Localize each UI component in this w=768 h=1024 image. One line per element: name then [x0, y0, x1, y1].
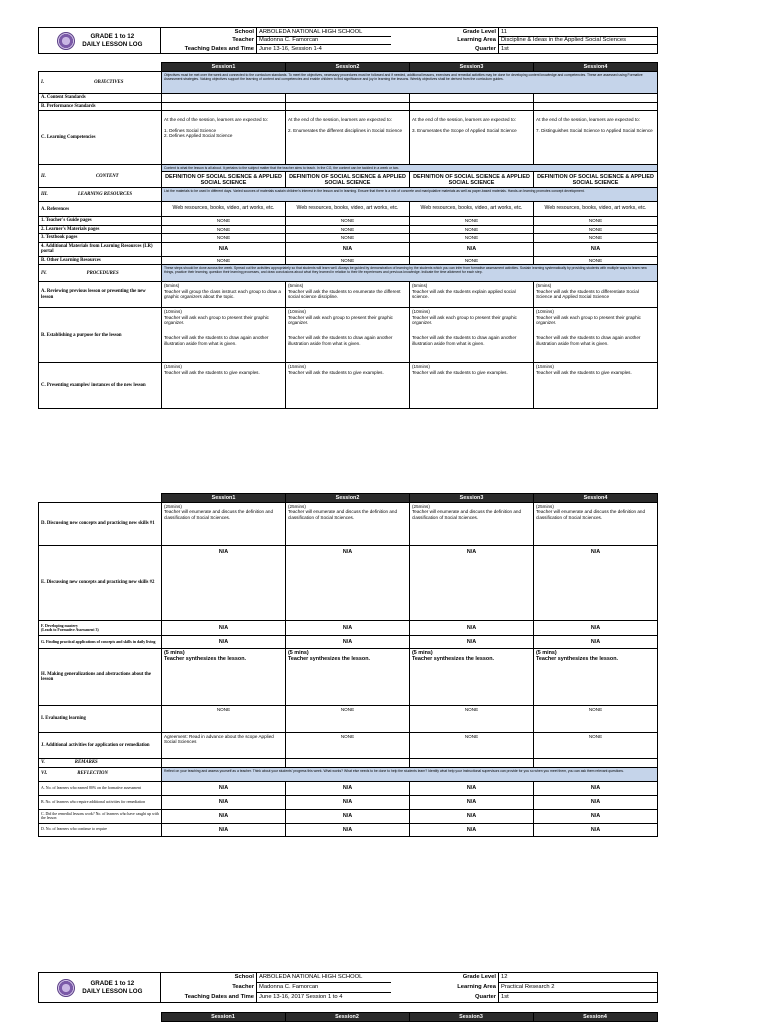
competency-s1: At the end of the session, learners are expected to: 1. Defines Social Science 2. Defines Applied Social Science — [162, 111, 286, 165]
other-resources-label: B. Other Learning Resources — [39, 256, 162, 265]
school-value-2: ARBOLEDA NATIONAL HIGH SCHOOL — [257, 973, 391, 983]
guide-s3: NONE — [410, 217, 534, 226]
materials-s1: NONE — [162, 225, 286, 234]
log-title-line2: DAILY LESSON LOG — [82, 40, 143, 48]
ref-c-s4: N/A — [534, 809, 658, 823]
evaluating-s3: NONE — [410, 706, 534, 733]
ref-a-s1: N/A — [162, 781, 286, 795]
ref-b-s3: N/A — [410, 795, 534, 809]
grade-label-2: Grade Level — [462, 974, 496, 981]
area-value: Discipline & Ideas in the Applied Social Sciences — [499, 36, 658, 45]
other-s2: NONE — [286, 256, 410, 265]
school-seal — [39, 28, 161, 54]
generalizations-s2: (5 mins) Teacher synthesizes the lesson. — [286, 649, 410, 706]
quarter-label: Quarter — [475, 45, 496, 52]
area-value-2: Practical Research 2 — [499, 983, 658, 993]
school-value: ARBOLEDA NATIONAL HIGH SCHOOL — [257, 28, 391, 37]
mastery-s4: N/A — [534, 621, 658, 636]
deped-seal-icon — [57, 32, 75, 50]
discuss1-s1: (25mins) Teacher will enumerate and discuss the definition and classification of Social Sciences. — [162, 503, 286, 546]
discuss1-s4: (25mins) Teacher will enumerate and discuss the definition and classification of Social Sciences. — [534, 503, 658, 546]
ref-b-s2: N/A — [286, 795, 410, 809]
guide-s1: NONE — [162, 217, 286, 226]
examples-label: C. Presenting examples/ instances of the new lesson — [39, 363, 162, 409]
remarks-heading: V. REMARKS — [39, 759, 162, 768]
grade-label: Grade Level — [462, 28, 496, 35]
review-s2: (5mins) Teacher will ask the students to enumerate the different social science discipline. — [286, 282, 410, 308]
evaluating-label: I. Evaluating learning — [39, 706, 162, 733]
discuss2-s1: N/A — [162, 546, 286, 621]
discuss2-s4: N/A — [534, 546, 658, 621]
log-title-line1: GRADE 1 to 12 — [90, 33, 135, 41]
competencies-label: C. Learning Competencies — [39, 111, 162, 165]
applications-s4: N/A — [534, 636, 658, 649]
references-s3: Web resources, books, video, art works, etc. — [410, 202, 534, 217]
references-s2: Web resources, books, video, art works, etc. — [286, 202, 410, 217]
ref-b-s4: N/A — [534, 795, 658, 809]
lesson-log-part-2 — [38, 493, 657, 837]
purpose-s2: (10mins) Teacher will ask each group to present their graphic organizer. Teacher will ask the students to draw again another illustration aside from what is given. — [286, 308, 410, 363]
guide-s4: NONE — [534, 217, 658, 226]
discuss2-label: E. Discussing new concepts and practicing new skills #2 — [39, 546, 162, 621]
lr-s3: N/A — [410, 242, 534, 256]
session1-header-2: Session1 — [162, 494, 286, 503]
quarter-label-2: Quarter — [475, 993, 496, 1000]
review-s1: (5mins) Teacher will group the class instruct each group to draw a graphic organizers about the topic. — [162, 282, 286, 308]
dates-value-2: June 13-16, 2017 Session 1 to 4 — [257, 993, 391, 1003]
session4-header-3: Session4 — [533, 1013, 657, 1022]
examples-s1: (15mins) Teacher will ask the students to give examples. — [162, 363, 286, 409]
ref-d-s2: N/A — [286, 823, 410, 836]
log-title-line2-2: DAILY LESSON LOG — [82, 987, 143, 995]
additional-s2: NONE — [286, 733, 410, 759]
objectives-note: Objectives must be met over the week and connected to the curriculum standards. To meet the objectives, necessary procedures must be followed and if needed, additional lessons, exercises and remedial activities may be done for developing content knowledge and competencies. These are assessed using Formative Assessment strategies. Valuing objectives support the learning of content and competencies and enable children to find significance and joy in learning the lessons. Weekly objectives shall be derived from the curriculum guides. — [162, 72, 658, 94]
materials-pages-label: 2. Learner's Materials pages — [39, 225, 162, 234]
session4-header: Session4 — [534, 63, 658, 72]
textbook-s2: NONE — [286, 234, 410, 243]
performance-standards-label: B. Performance Standards — [39, 102, 162, 111]
objectives-heading: I. OBJECTIVES — [39, 72, 162, 94]
teacher-label-2: Teacher — [232, 984, 254, 991]
procedures-note: These steps should be done across the week. Spread out the activities appropriately so that students will learn well. Always be guided by demonstration of learning by the students which you can infer from formative assessment activities. Sustain learning systematically by providing students with multiple ways to learn new things, practice their learning, question their learning processes, and draw conclusions about what they learned in relation to their life experiences and previous knowledge. Indicate the time allotment for each step. — [162, 265, 658, 282]
references-label: A. References — [39, 202, 162, 217]
session3-header: Session3 — [410, 63, 534, 72]
purpose-label: B. Establishing a purpose for the lesson — [39, 308, 162, 363]
discuss1-label: D. Discussing new concepts and practicing new skills #1 — [39, 503, 162, 546]
ref-c-label: C. Did the remedial lessons work? No. of learners who have caught up with the lesson — [39, 809, 162, 823]
session2-header-3: Session2 — [285, 1013, 409, 1022]
textbook-pages-label: 3. Textbook pages — [39, 234, 162, 243]
additional-s1: Agreement: Read in advance about the scope Applied Social Sciences — [162, 733, 286, 759]
purpose-s4: (10mins) Teacher will ask each group to present their graphic organizer. Teacher will ask the students to draw again another illustration aside from what is given. — [534, 308, 658, 363]
lesson-log-part-1 — [38, 62, 657, 409]
session4-header-2: Session4 — [534, 494, 658, 503]
other-s3: NONE — [410, 256, 534, 265]
generalizations-s4: (5 mins) Teacher synthesizes the lesson. — [534, 649, 658, 706]
ref-b-s1: N/A — [162, 795, 286, 809]
materials-s4: NONE — [534, 225, 658, 234]
examples-s4: (15mins) Teacher will ask the students to give examples. — [534, 363, 658, 409]
content-heading: II. CONTENT — [39, 165, 162, 188]
applications-s1: N/A — [162, 636, 286, 649]
evaluating-s1: NONE — [162, 706, 286, 733]
teacher-value-2: Madonna C. Famorcan — [257, 983, 391, 993]
purpose-s1: (10mins) Teacher will ask each group to present their graphic organizer. Teacher will ask the students to draw again another illustration aside from what is given. — [162, 308, 286, 363]
content-s4: DEFINITION OF SOCIAL SCIENCE & APPLIED SOCIAL SCIENCE — [534, 172, 658, 188]
quarter-value: 1st — [499, 45, 658, 54]
content-s2: DEFINITION OF SOCIAL SCIENCE & APPLIED SOCIAL SCIENCE — [286, 172, 410, 188]
evaluating-s2: NONE — [286, 706, 410, 733]
content-s3: DEFINITION OF SOCIAL SCIENCE & APPLIED SOCIAL SCIENCE — [410, 172, 534, 188]
content-standards-label: A. Content Standards — [39, 94, 162, 103]
session1-header: Session1 — [162, 63, 286, 72]
log-title-line1-2: GRADE 1 to 12 — [90, 980, 135, 988]
examples-s3: (15mins) Teacher will ask the students to give examples. — [410, 363, 534, 409]
references-s4: Web resources, books, video, art works, etc. — [534, 202, 658, 217]
applications-s2: N/A — [286, 636, 410, 649]
materials-s2: NONE — [286, 225, 410, 234]
lr-s4: N/A — [534, 242, 658, 256]
references-s1: Web resources, books, video, art works, etc. — [162, 202, 286, 217]
other-s4: NONE — [534, 256, 658, 265]
review-s3: (5mins) Teacher will ask the students explain applied social science. — [410, 282, 534, 308]
mastery-s1: N/A — [162, 621, 286, 636]
lr-portal-label: 4. Additional Materials from Learning Resources (LR) portal — [39, 242, 162, 256]
mastery-label: F. Developing mastery (Leads to Formative Assessment 3) — [39, 621, 162, 636]
grade-value: 11 — [499, 28, 658, 37]
resources-heading: III. LEARNING RESOURCES — [39, 188, 162, 202]
ref-a-s4: N/A — [534, 781, 658, 795]
mastery-s2: N/A — [286, 621, 410, 636]
purpose-s3: (10mins) Teacher will ask each group to present their graphic organizer. Teacher will ask the students to draw again another illustration aside from what is given. — [410, 308, 534, 363]
mastery-s3: N/A — [410, 621, 534, 636]
guide-s2: NONE — [286, 217, 410, 226]
ref-a-label: A. No. of learners who earned 80% on the formative assessment — [39, 781, 162, 795]
generalizations-s1: (5 mins) Teacher synthesizes the lesson. — [162, 649, 286, 706]
competency-s2: At the end of the session, learners are expected to: 2. Enumerates the different disciplines in Social Science — [286, 111, 410, 165]
session2-header: Session2 — [286, 63, 410, 72]
lr-s1: N/A — [162, 242, 286, 256]
quarter-value-2: 1st — [499, 993, 658, 1003]
guide-pages-label: 1. Teacher's Guide pages — [39, 217, 162, 226]
session3-header-2: Session3 — [410, 494, 534, 503]
session1-header-3: Session1 — [161, 1013, 285, 1022]
generalizations-label: H. Making generalizations and abstractions about the lesson — [39, 649, 162, 706]
school-seal-2 — [39, 973, 161, 1003]
review-s4: (5mins) Teacher will ask the students to differentiate Social Science and Applied Social Science — [534, 282, 658, 308]
school-label-2: School — [234, 974, 254, 981]
ref-c-s3: N/A — [410, 809, 534, 823]
dates-value: June 13-16, Session 1-4 — [257, 45, 391, 54]
ref-d-s4: N/A — [534, 823, 658, 836]
textbook-s4: NONE — [534, 234, 658, 243]
other-s1: NONE — [162, 256, 286, 265]
session3-header-3: Session3 — [409, 1013, 533, 1022]
lesson-log-header-2 — [38, 972, 657, 1003]
ref-a-s3: N/A — [410, 781, 534, 795]
textbook-s3: NONE — [410, 234, 534, 243]
additional-activities-label: J. Additional activities for application or remediation — [39, 733, 162, 759]
applications-label: G. Finding practical applications of concepts and skills in daily living — [39, 636, 162, 649]
ref-d-label: D. No. of learners who continue to require — [39, 823, 162, 836]
content-s1: DEFINITION OF SOCIAL SCIENCE & APPLIED SOCIAL SCIENCE — [162, 172, 286, 188]
grade-value-2: 12 — [499, 973, 658, 983]
applications-s3: N/A — [410, 636, 534, 649]
discuss2-s3: N/A — [410, 546, 534, 621]
deped-seal-icon — [57, 979, 75, 997]
discuss1-s2: (25mins) Teacher will enumerate and discuss the definition and classification of Social Sciences. — [286, 503, 410, 546]
area-label: Learning Area — [457, 37, 496, 44]
discuss2-s2: N/A — [286, 546, 410, 621]
discuss1-s3: (25mins) Teacher will enumerate and discuss the definition and classification of Social Sciences. — [410, 503, 534, 546]
lr-s2: N/A — [286, 242, 410, 256]
ref-d-s3: N/A — [410, 823, 534, 836]
competency-s4: At the end of the session, learners are expected to: 7. Distinguishes Social Science to Applied Social Science — [534, 111, 658, 165]
dates-label-2: Teaching Dates and Time — [184, 993, 254, 1000]
ref-b-label: B. No. of learners who require additional activities for remediation — [39, 795, 162, 809]
procedures-heading: IV. PROCEDURES — [39, 265, 162, 282]
teacher-label: Teacher — [232, 37, 254, 44]
school-label: School — [161, 28, 257, 37]
teacher-value: Madonna C. Famorcan — [257, 36, 391, 45]
resources-note: List the materials to be used in different days. Varied sources of materials sustain children's interest in the lesson and in learning. Ensure that there is a mix of concrete and manipulative materials as well as paper-based materials. Hands-on learning promotes concept development. — [162, 188, 658, 202]
additional-s3: NONE — [410, 733, 534, 759]
ref-d-s1: N/A — [162, 823, 286, 836]
ref-c-s1: N/A — [162, 809, 286, 823]
textbook-s1: NONE — [162, 234, 286, 243]
materials-s3: NONE — [410, 225, 534, 234]
generalizations-s3: (5 mins) Teacher synthesizes the lesson. — [410, 649, 534, 706]
reflection-heading: VI. REFLECTION — [39, 767, 162, 781]
dates-label: Teaching Dates and Time — [184, 45, 254, 52]
competency-s3: At the end of the session, learners are expected to: 3. Enumerates the Scope of Applied Social Science — [410, 111, 534, 165]
additional-s4: NONE — [534, 733, 658, 759]
lesson-log-header-1 — [38, 27, 657, 54]
content-note: Content is what the lesson is all about. It pertains to the subject matter that the teacher aims to teach. In the CG, the content can be tackled in a week or two. — [162, 165, 658, 172]
ref-c-s2: N/A — [286, 809, 410, 823]
examples-s2: (15mins) Teacher will ask the students to give examples. — [286, 363, 410, 409]
area-label-2: Learning Area — [457, 984, 496, 991]
lesson-log-part-3 — [38, 1012, 657, 1022]
evaluating-s4: NONE — [534, 706, 658, 733]
review-lesson-label: A. Reviewing previous lesson or presenting the new lesson — [39, 282, 162, 308]
session2-header-2: Session2 — [286, 494, 410, 503]
ref-a-s2: N/A — [286, 781, 410, 795]
reflection-note: Reflect on your teaching and assess yourself as a teacher. Think about your students' progress this week. What works? What else needs to be done to help the students learn? Identify what help your instructional supervisors can provide for you so when you meet them, you can ask them relevant questions. — [162, 767, 658, 781]
